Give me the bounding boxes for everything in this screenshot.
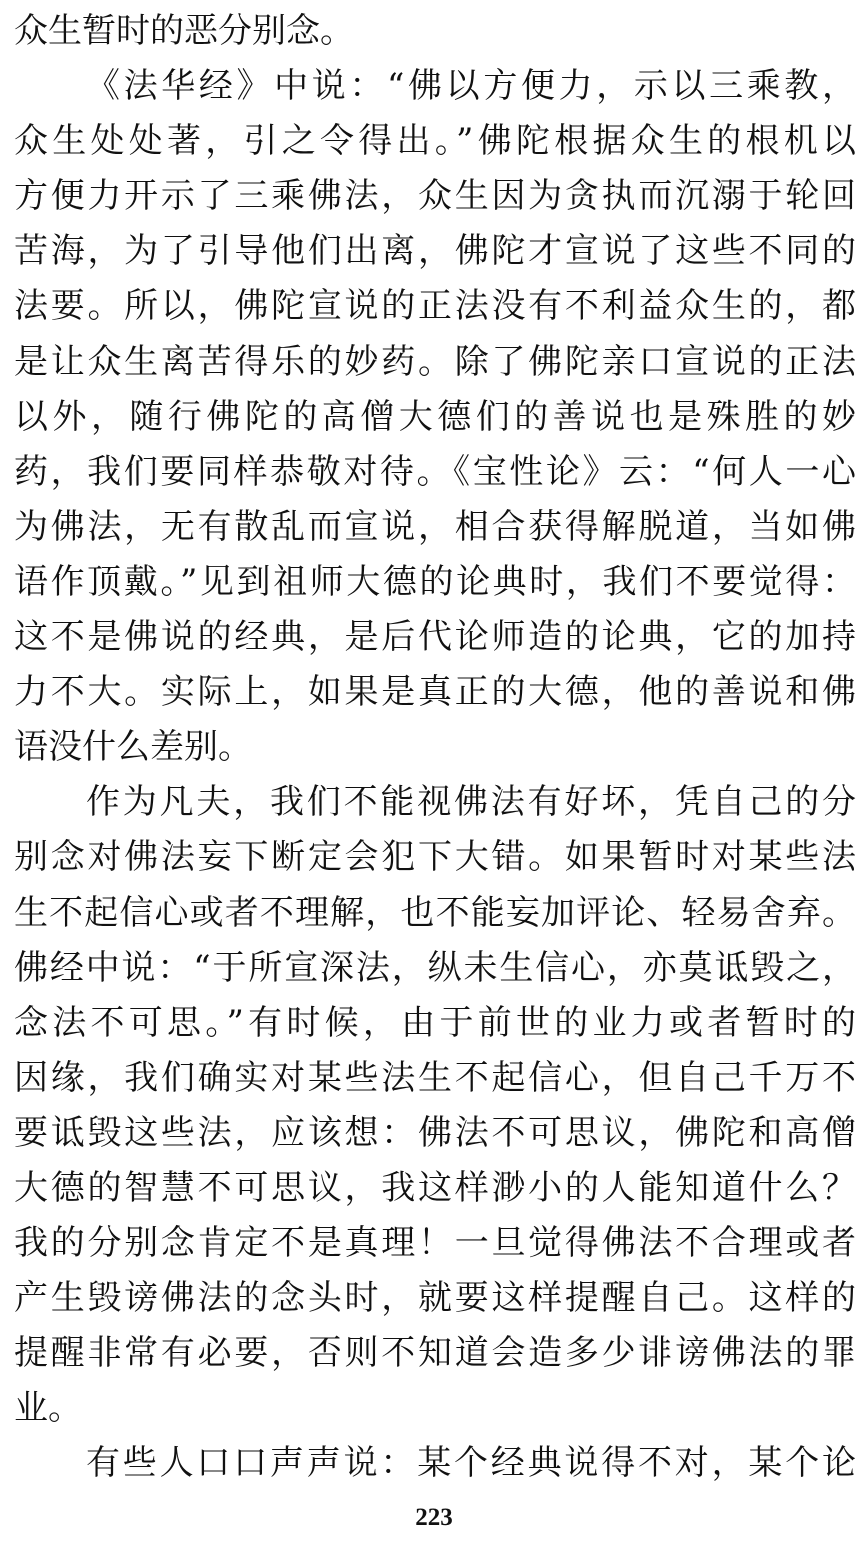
text-line: 力不大。实际上，如果是真正的大德，他的善说和佛: [14, 672, 856, 713]
text-line: 《法华经》中说：“佛以方便力，示以三乘教，: [86, 66, 856, 107]
text-line: 大德的智慧不可思议，我这样渺小的人能知道什么？: [14, 1167, 856, 1208]
body-text: [14, 4, 856, 1492]
text-line: 产生毁谤佛法的念头时，就要这样提醒自己。这样的: [14, 1278, 856, 1319]
text-line: 念法不可思。”有时候，由于前世的业力或者暂时的: [14, 1002, 856, 1043]
text-line: 语作顶戴。”见到祖师大德的论典时，我们不要觉得：: [14, 561, 856, 602]
text-line: 别念对佛法妄下断定会犯下大错。如果暂时对某些法: [14, 837, 856, 878]
text-line: 业。: [14, 1388, 82, 1429]
text-line: 生不起信心或者不理解，也不能妄加评论、轻易舍弃。: [14, 892, 856, 933]
text-line: 众生暂时的恶分别念。: [14, 11, 354, 51]
text-line: 为佛法，无有散乱而宣说，相合获得解脱道，当如佛: [14, 506, 856, 547]
text-line: 我的分别念肯定不是真理！一旦觉得佛法不合理或者: [14, 1223, 856, 1264]
text-line: 药，我们要同样恭敬对待。《宝性论》云：“何人一心: [14, 451, 856, 492]
text-line: 是让众生离苦得乐的妙药。除了佛陀亲口宣说的正法: [14, 341, 856, 382]
text-line: 作为凡夫，我们不能视佛法有好坏，凭自己的分: [86, 782, 856, 823]
text-line: 有些人口口声声说：某个经典说得不对，某个论: [86, 1443, 856, 1484]
text-line: 语没什么差别。: [14, 727, 252, 768]
text-line: 以外，随行佛陀的高僧大德们的善说也是殊胜的妙: [14, 396, 856, 437]
text-line: 要诋毁这些法，应该想：佛法不可思议，佛陀和高僧: [14, 1112, 856, 1153]
text-line: 这不是佛说的经典，是后代论师造的论典，它的加持: [14, 617, 856, 658]
text-line: 佛经中说：“于所宣深法，纵未生信心，亦莫诋毁之，: [14, 947, 856, 988]
text-line: 苦海，为了引导他们出离，佛陀才宣说了这些不同的: [14, 231, 856, 272]
page-number: 223: [415, 1504, 453, 1531]
text-line: 提醒非常有必要，否则不知道会造多少诽谤佛法的罪: [14, 1333, 856, 1374]
text-line: 因缘，我们确实对某些法生不起信心，但自己千万不: [14, 1057, 856, 1098]
text-line: 法要。所以，佛陀宣说的正法没有不利益众生的，都: [14, 286, 856, 327]
text-line: 众生处处著，引之令得出。”佛陀根据众生的根机以: [14, 121, 856, 162]
text-line: 方便力开示了三乘佛法，众生因为贪执而沉溺于轮回: [14, 176, 856, 217]
